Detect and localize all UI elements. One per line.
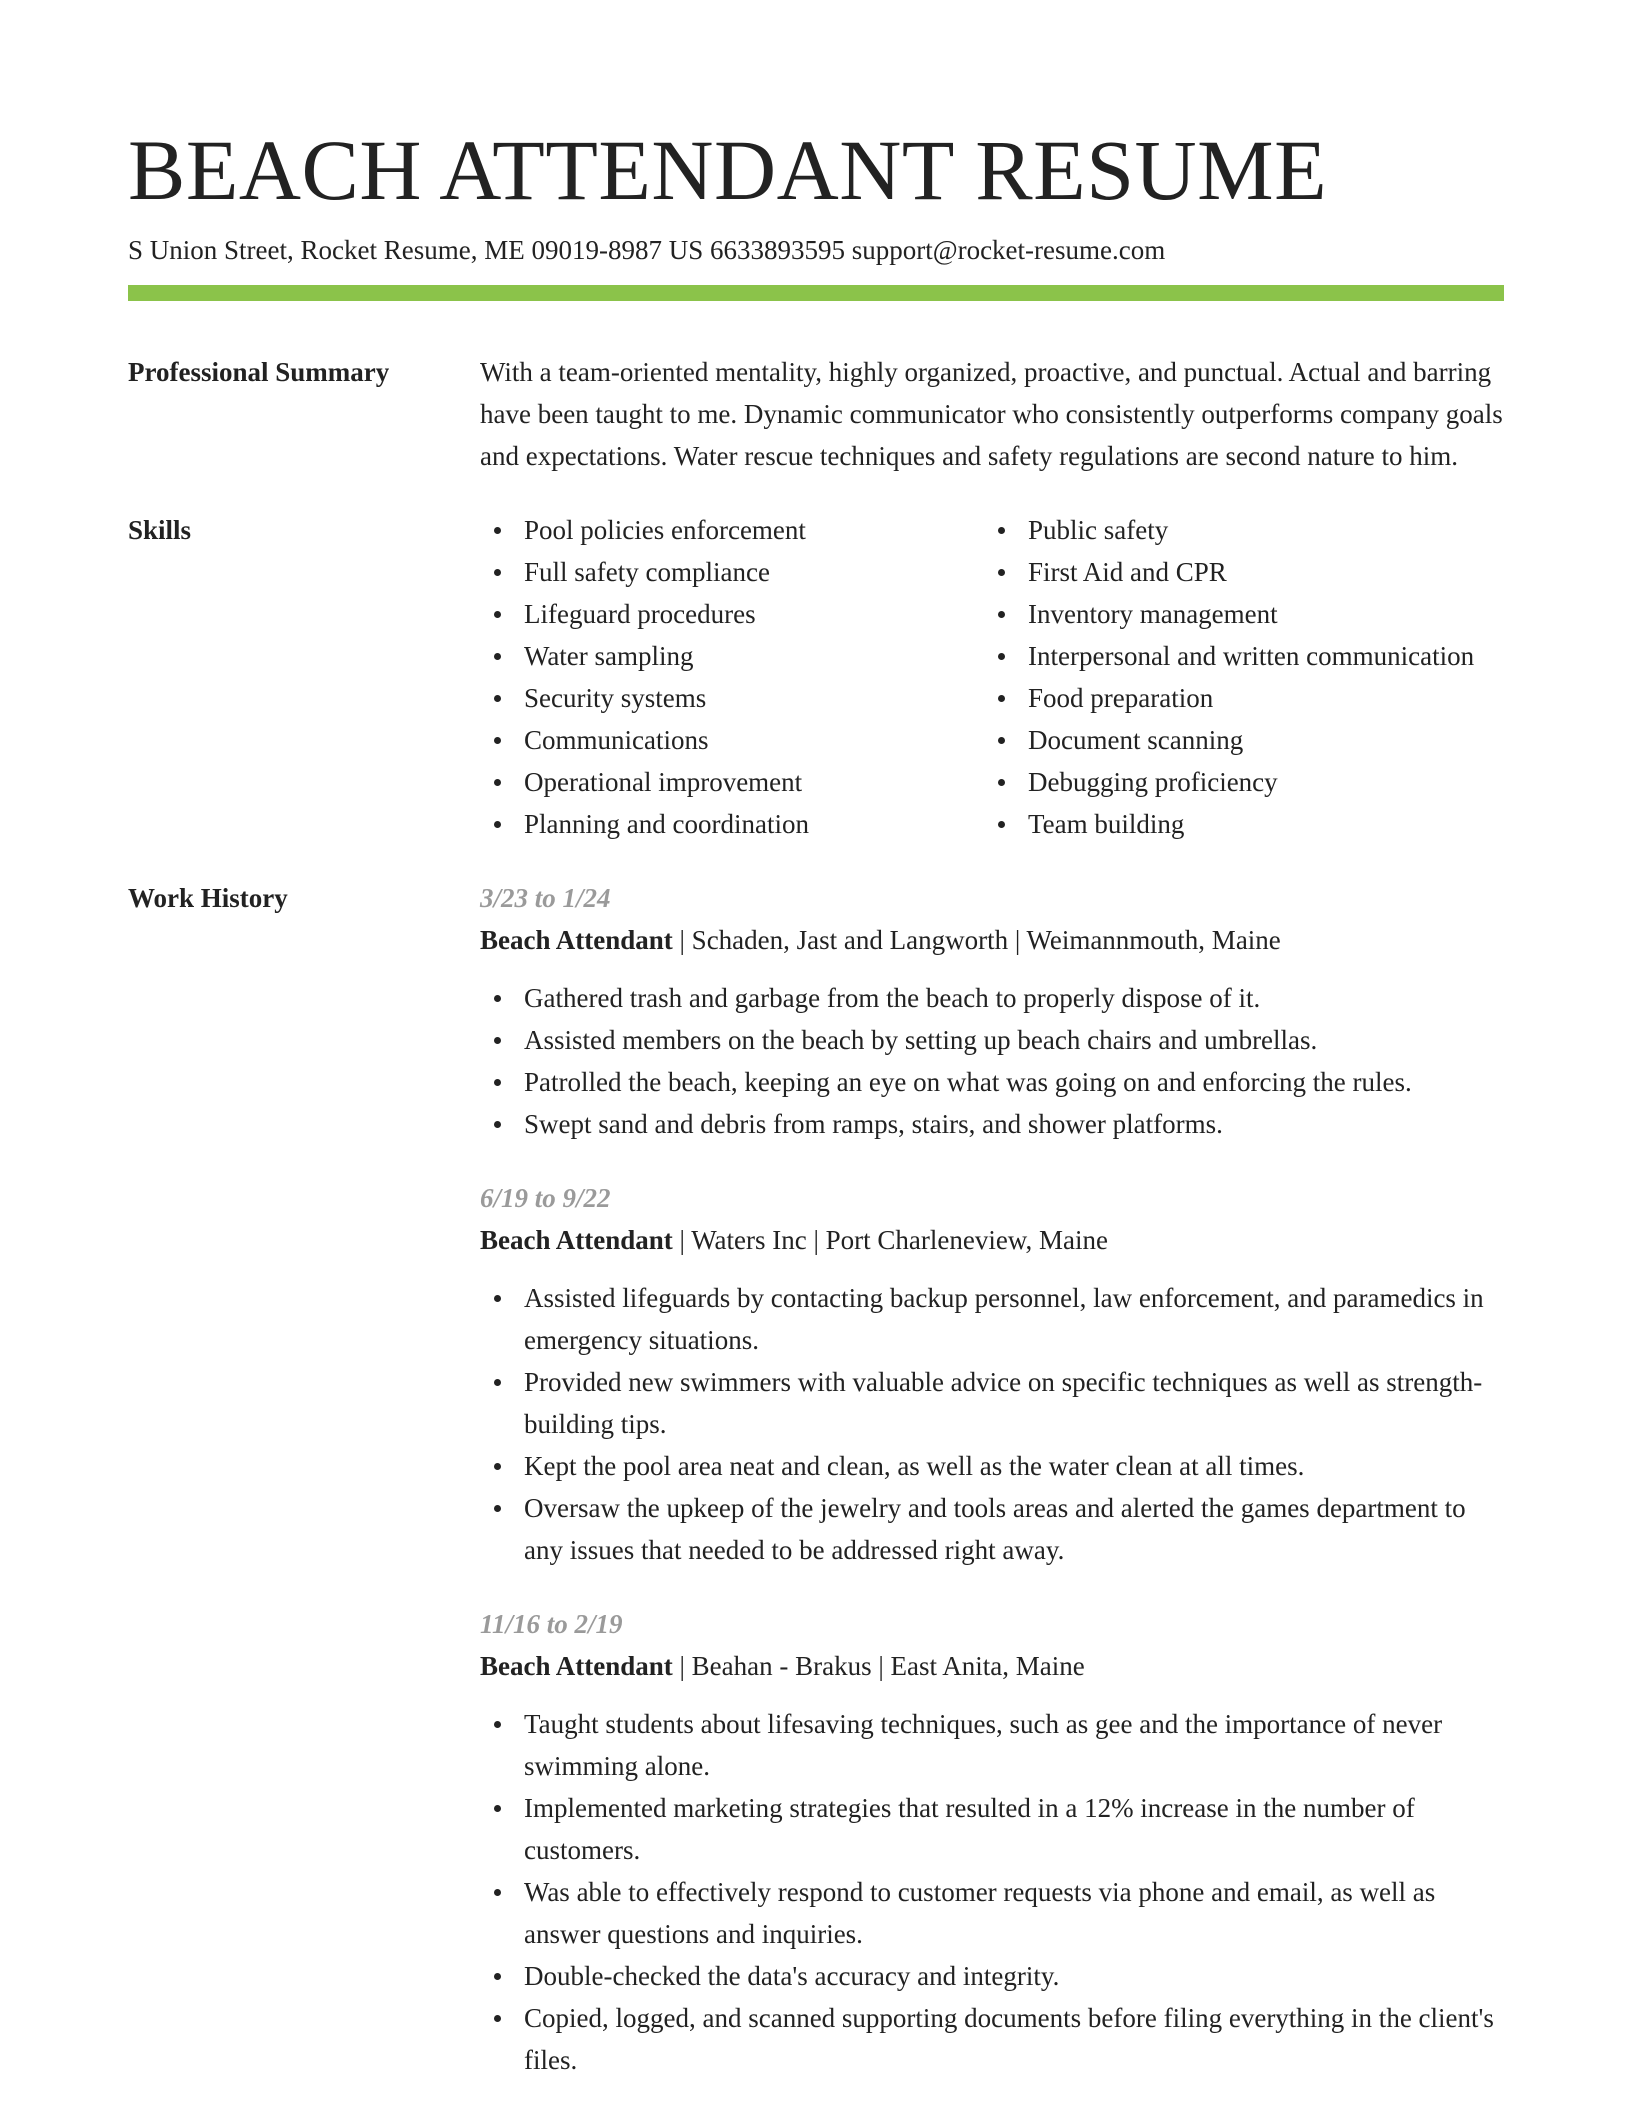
- skills-body: [480, 509, 1504, 845]
- professional-summary-section: [128, 351, 1504, 477]
- skill-item: Food preparation: [984, 677, 1474, 719]
- skill-item: Planning and coordination: [480, 803, 984, 845]
- skills-list-left: [480, 509, 984, 845]
- job-duty-item: Swept sand and debris from ramps, stairs, and shower platforms.: [480, 1103, 1504, 1145]
- job-duty-item: Assisted members on the beach by setting up beach chairs and umbrellas.: [480, 1019, 1504, 1061]
- job-duty-item: Oversaw the upkeep of the jewelry and tools areas and alerted the games department to any issues that needed to be addressed right away.: [480, 1487, 1504, 1571]
- job-duty-item: Kept the pool area neat and clean, as well as the water clean at all times.: [480, 1445, 1504, 1487]
- job-entry: [480, 877, 1504, 1145]
- job-location: Weimannmouth, Maine: [1026, 925, 1281, 955]
- job-duties-list: [480, 1703, 1504, 2081]
- skill-item: Interpersonal and written communication: [984, 635, 1474, 677]
- skill-item: Document scanning: [984, 719, 1474, 761]
- job-entry: [480, 1177, 1504, 1571]
- job-separator: |: [672, 1225, 692, 1255]
- job-separator: |: [1008, 925, 1027, 955]
- job-duties-list: [480, 1277, 1504, 1571]
- skill-item: Full safety compliance: [480, 551, 984, 593]
- work-history-section: [128, 877, 1504, 2081]
- resume-page: [128, 120, 1504, 2081]
- job-dates: 6/19 to 9/22: [480, 1183, 611, 1213]
- job-separator: |: [672, 1651, 692, 1681]
- skill-item: Communications: [480, 719, 984, 761]
- skill-item: Debugging proficiency: [984, 761, 1474, 803]
- job-title: Beach Attendant: [480, 1651, 673, 1681]
- resume-title: BEACH ATTENDANT RESUME: [128, 122, 1328, 218]
- skill-item: Pool policies enforcement: [480, 509, 984, 551]
- job-duty-item: Taught students about lifesaving techniques, such as gee and the importance of never swimming alone.: [480, 1703, 1504, 1787]
- skill-item: Inventory management: [984, 593, 1474, 635]
- job-dates: 3/23 to 1/24: [480, 883, 611, 913]
- job-title-line: [480, 1219, 1504, 1261]
- job-location: East Anita, Maine: [890, 1651, 1085, 1681]
- job-duty-item: Double-checked the data's accuracy and integrity.: [480, 1955, 1504, 1997]
- skill-item: Lifeguard procedures: [480, 593, 984, 635]
- job-duty-item: Was able to effectively respond to customer requests via phone and email, as well as answer questions and inquiries.: [480, 1871, 1504, 1955]
- skill-item: First Aid and CPR: [984, 551, 1474, 593]
- job-duty-item: Gathered trash and garbage from the beach to properly dispose of it.: [480, 977, 1504, 1019]
- skill-item: Water sampling: [480, 635, 984, 677]
- job-company: Schaden, Jast and Langworth: [691, 925, 1009, 955]
- section-label-summary: Professional Summary: [128, 357, 390, 387]
- skill-item: Security systems: [480, 677, 984, 719]
- job-entry: [480, 1603, 1504, 2081]
- job-company: Waters Inc: [691, 1225, 807, 1255]
- work-history-body: [480, 877, 1504, 2081]
- contact-line: S Union Street, Rocket Resume, ME 09019-8987 US 6633893595 support@rocket-resume.com: [128, 235, 1166, 265]
- job-duties-list: [480, 977, 1504, 1145]
- job-separator: |: [871, 1651, 891, 1681]
- job-company: Beahan - Brakus: [691, 1651, 872, 1681]
- job-title-line: [480, 1645, 1504, 1687]
- job-duty-item: Assisted lifeguards by contacting backup personnel, law enforcement, and paramedics in emergency situations.: [480, 1277, 1504, 1361]
- job-duty-item: Provided new swimmers with valuable advice on specific techniques as well as strength-building tips.: [480, 1361, 1504, 1445]
- skills-list-right: [984, 509, 1474, 845]
- job-separator: |: [806, 1225, 826, 1255]
- job-location: Port Charleneview, Maine: [825, 1225, 1109, 1255]
- skill-item: Team building: [984, 803, 1474, 845]
- job-title: Beach Attendant: [480, 925, 673, 955]
- skills-section: [128, 509, 1504, 845]
- job-duty-item: Implemented marketing strategies that resulted in a 12% increase in the number of customers.: [480, 1787, 1504, 1871]
- job-duty-item: Copied, logged, and scanned supporting documents before filing everything in the client's files.: [480, 1997, 1504, 2081]
- section-label-skills: Skills: [128, 515, 192, 545]
- job-title-line: [480, 919, 1504, 961]
- skill-item: Public safety: [984, 509, 1474, 551]
- skill-item: Operational improvement: [480, 761, 984, 803]
- section-label-work: Work History: [128, 883, 288, 913]
- accent-divider: [128, 285, 1504, 301]
- job-title: Beach Attendant: [480, 1225, 673, 1255]
- skills-columns: [480, 509, 1504, 845]
- job-duty-item: Patrolled the beach, keeping an eye on what was going on and enforcing the rules.: [480, 1061, 1504, 1103]
- summary-text: With a team-oriented mentality, highly organized, proactive, and punctual. Actual and barring have been taught to me. Dynamic communicator who consistently outperforms company goals and expectations. Water rescue techniques and safety regulations are second nature to him.: [480, 357, 1503, 471]
- job-separator: |: [672, 925, 692, 955]
- job-dates: 11/16 to 2/19: [480, 1609, 623, 1639]
